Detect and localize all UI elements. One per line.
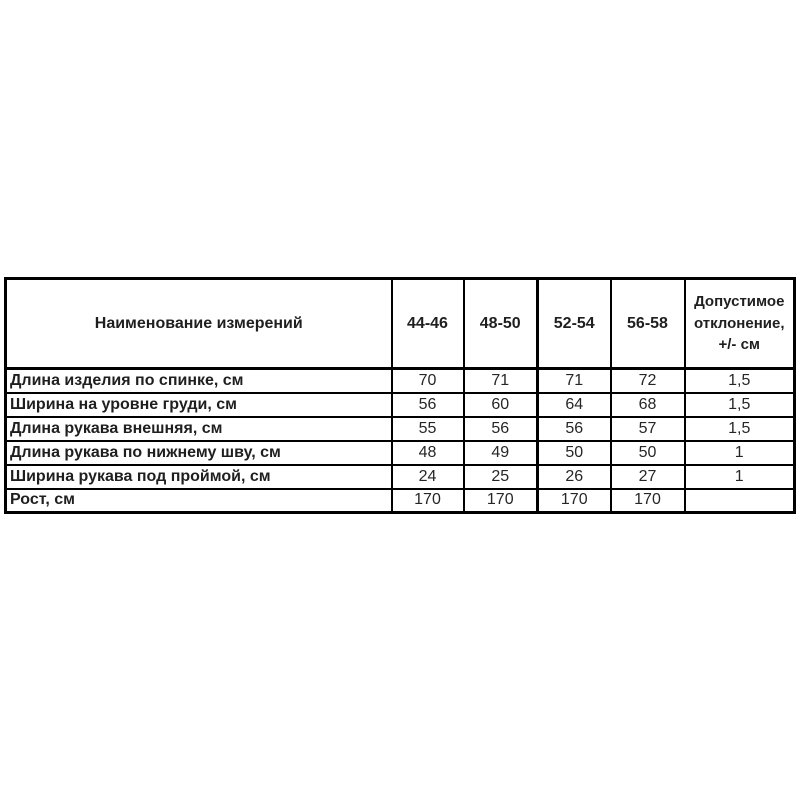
value-cell: 60: [464, 393, 538, 417]
row-label: Ширина на уровне груди, см: [6, 393, 392, 417]
deviation-cell: 1,5: [685, 369, 795, 393]
value-cell: 170: [464, 489, 538, 513]
deviation-column-header: Допустимое отклонение, +/- см: [685, 279, 795, 369]
row-label: Длина рукава по нижнему шву, см: [6, 441, 392, 465]
row-label: Длина изделия по спинке, см: [6, 369, 392, 393]
row-label: Длина рукава внешняя, см: [6, 417, 392, 441]
table-row: [6, 489, 795, 513]
measurements-name-header: Наименование измерений: [6, 279, 392, 369]
header-row: [6, 279, 795, 369]
value-cell: 71: [538, 369, 611, 393]
value-cell: 25: [464, 465, 538, 489]
table-row: [6, 393, 795, 417]
value-cell: 48: [392, 441, 464, 465]
value-cell: 56: [538, 417, 611, 441]
value-cell: 71: [464, 369, 538, 393]
value-cell: 24: [392, 465, 464, 489]
value-cell: 170: [611, 489, 685, 513]
row-label: Ширина рукава под проймой, см: [6, 465, 392, 489]
value-cell: 56: [392, 393, 464, 417]
size-column-header-44-46: 44-46: [392, 279, 464, 369]
value-cell: 170: [392, 489, 464, 513]
deviation-cell: 1,5: [685, 417, 795, 441]
value-cell: 56: [464, 417, 538, 441]
value-cell: 57: [611, 417, 685, 441]
table-row: [6, 369, 795, 393]
row-label: Рост, см: [6, 489, 392, 513]
size-chart: [4, 277, 793, 514]
table-row: [6, 465, 795, 489]
value-cell: 68: [611, 393, 685, 417]
size-column-header-52-54: 52-54: [538, 279, 611, 369]
table-row: [6, 417, 795, 441]
value-cell: 50: [611, 441, 685, 465]
value-cell: 49: [464, 441, 538, 465]
value-cell: 26: [538, 465, 611, 489]
value-cell: 72: [611, 369, 685, 393]
size-column-header-48-50: 48-50: [464, 279, 538, 369]
deviation-cell: 1,5: [685, 393, 795, 417]
value-cell: 50: [538, 441, 611, 465]
value-cell: 27: [611, 465, 685, 489]
deviation-cell: 1: [685, 441, 795, 465]
size-column-header-56-58: 56-58: [611, 279, 685, 369]
value-cell: 55: [392, 417, 464, 441]
table-row: [6, 441, 795, 465]
value-cell: 70: [392, 369, 464, 393]
deviation-cell: 1: [685, 465, 795, 489]
deviation-cell: [685, 489, 795, 513]
size-chart-table: [4, 277, 796, 514]
value-cell: 170: [538, 489, 611, 513]
value-cell: 64: [538, 393, 611, 417]
